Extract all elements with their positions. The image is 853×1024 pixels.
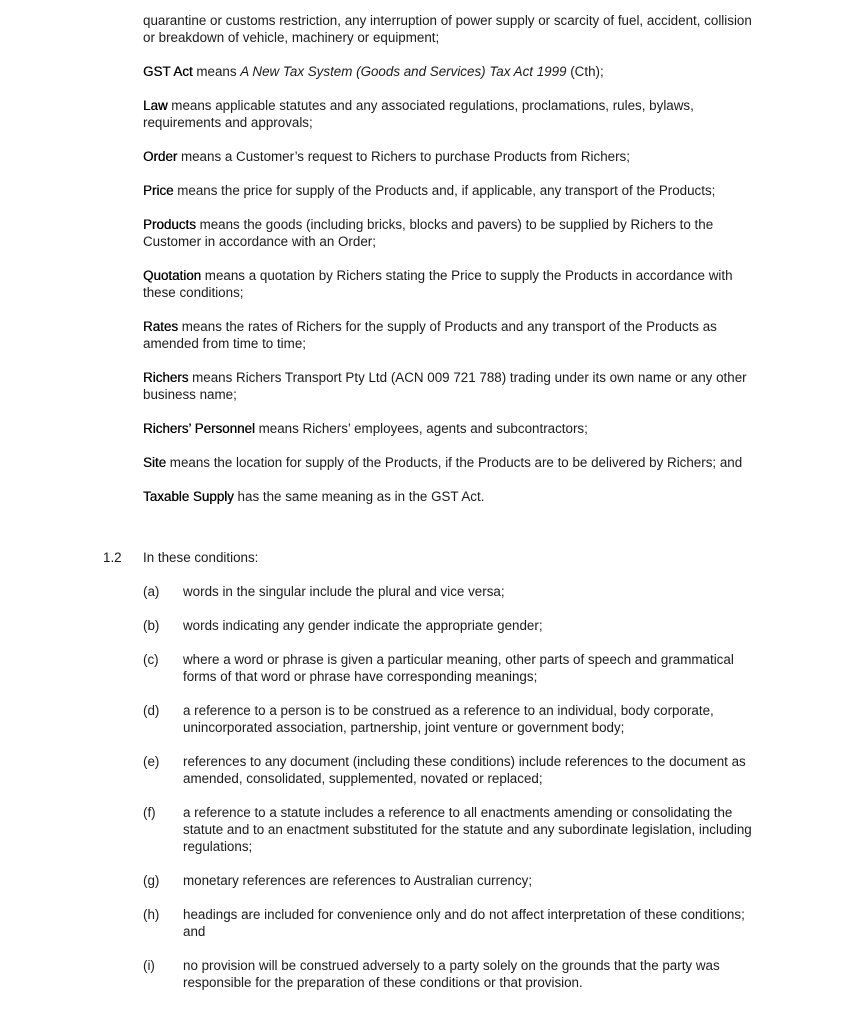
definition-taxable-supply — [143, 488, 763, 505]
list-item — [143, 651, 763, 685]
definition-text: means the price for supply of the Products and, if applicable, any transport of the Products; — [173, 183, 716, 198]
item-label: (i) — [143, 958, 155, 973]
definition-term: Richers’ Personnel — [143, 421, 255, 436]
item-text: words indicating any gender indicate the appropriate gender; — [183, 618, 543, 633]
item-label: (e) — [143, 754, 160, 769]
item-text: no provision will be construed adversely to a party solely on the grounds that the party was responsible for the preparation of these conditions or that provision. — [183, 958, 720, 990]
definition-gst-act — [143, 63, 763, 80]
definition-term: Law — [143, 98, 168, 113]
act-title: A New Tax System (Goods and Services) Tax Act 1999 — [240, 64, 567, 79]
definition-quotation — [143, 267, 763, 301]
definition-text: means Richers Transport Pty Ltd (ACN 009 721 788) trading under its own name or any other business name; — [143, 370, 747, 402]
item-label: (f) — [143, 805, 156, 820]
definition-price — [143, 182, 763, 199]
item-text: a reference to a statute includes a reference to all enactments amending or consolidating the statute and to an enactment substituted for the statute and any subordinate legislation, including regulations; — [183, 805, 752, 854]
list-item — [143, 753, 763, 787]
definition-term: Rates — [143, 319, 178, 334]
definition-text-before: means — [192, 64, 241, 79]
item-label: (b) — [143, 618, 160, 633]
list-item — [143, 702, 763, 736]
definition-text: quarantine or customs restriction, any interruption of power supply or scarcity of fuel, accident, collision or breakdown of vehicle, machinery or equipment; — [143, 13, 752, 45]
definition-text: means the rates of Richers for the supply of Products and any transport of the Products as amended from time to time; — [143, 319, 717, 351]
item-text: monetary references are references to Australian currency; — [183, 873, 533, 888]
definition-term: Site — [143, 455, 167, 470]
definition-term: Price — [143, 183, 174, 198]
definition-term: GST Act — [143, 64, 193, 79]
definitions-list — [143, 12, 763, 522]
list-item — [143, 617, 763, 634]
definition-text: (Cth); — [566, 64, 604, 79]
definition-richers-personnel — [143, 420, 763, 437]
item-label: (c) — [143, 652, 159, 667]
definition-text: means a Customer’s request to Richers to purchase Products from Richers; — [177, 149, 630, 164]
definition-term: Order — [143, 149, 178, 164]
definition-text: means Richers’ employees, agents and subcontractors; — [254, 421, 588, 436]
clause-number: 1.2 — [103, 550, 122, 565]
definition-term: Richers — [143, 370, 189, 385]
item-label: (g) — [143, 873, 160, 888]
item-label: (d) — [143, 703, 160, 718]
list-item — [143, 957, 763, 991]
definition-products — [143, 216, 763, 250]
item-label: (a) — [143, 584, 160, 599]
item-text: where a word or phrase is given a particular meaning, other parts of speech and grammatical forms of that word or phrase have corresponding meanings; — [183, 652, 734, 684]
definition-term: Taxable Supply — [143, 489, 234, 504]
definition-text: means the location for supply of the Products, if the Products are to be delivered by Richers; and — [166, 455, 743, 470]
definition-site — [143, 454, 763, 471]
definition-term: Products — [143, 217, 196, 232]
definition-text: means applicable statutes and any associated regulations, proclamations, rules, bylaws, requirements and approvals; — [143, 98, 694, 130]
item-text: a reference to a person is to be construed as a reference to an individual, body corporate, unincorporated association, partnership, joint venture or government body; — [183, 703, 714, 735]
definition-richers — [143, 369, 763, 403]
definition-order — [143, 148, 763, 165]
list-item — [143, 906, 763, 940]
list-item — [143, 872, 763, 889]
item-text: headings are included for convenience only and do not affect interpretation of these conditions; and — [183, 907, 745, 939]
clause-text: In these conditions: — [143, 550, 259, 565]
definition-continuation — [143, 12, 763, 46]
interpretation-list — [143, 583, 763, 1008]
definition-law — [143, 97, 763, 131]
definition-term: Quotation — [143, 268, 202, 283]
list-item — [143, 583, 763, 600]
definition-text: means the goods (including bricks, blocks and pavers) to be supplied by Richers to the Customer in accordance with an Order; — [143, 217, 714, 249]
list-item — [143, 804, 763, 855]
item-text: words in the singular include the plural and vice versa; — [183, 584, 505, 599]
definition-rates — [143, 318, 763, 352]
definition-text: has the same meaning as in the GST Act. — [233, 489, 485, 504]
item-text: references to any document (including these conditions) include references to the document as amended, consolidated, supplemented, novated or replaced; — [183, 754, 746, 786]
item-label: (h) — [143, 907, 160, 922]
definition-text: means a quotation by Richers stating the Price to supply the Products in accordance with these conditions; — [143, 268, 733, 300]
